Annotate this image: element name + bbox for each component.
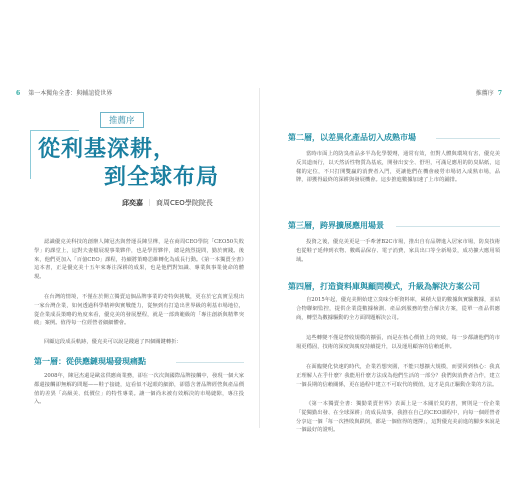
section-rule [176, 362, 244, 363]
author-name: 邱奕嘉 [122, 199, 143, 207]
body-paragraph: 認識優克美科技的創辦人陳冠杰與營運長陳昱樺，是在商周CEO學院「CEO50失敗學」的課堂上，這對夫妻檔展現事業夥伴，也是學習夥伴，總是熱烈提問，勤於實踐。後來，他們更加入「百億CEO」課程，持續將策略思維轉化為成長行動。《第一本獨賣全書》這本書，正是優克美十五年來專注深耕的成果，也是他們對知識、專業與事業使命的體現。 [34, 239, 244, 281]
section-heading-2: 第二層，以差異化產品切入成熟市場 [288, 133, 416, 142]
body-paragraph: 這些轉變不僅是營收規模的擴張，而是在核心價值上的突破，每一步都讓他們的市場更穩固，技術的深度與廣度持續提升，以及運用顧客的信賴延伸。 [296, 335, 500, 350]
body-paragraph: 2008年，陳冠杰還是歐盆供應商業務，卻在一次次與國際品牌接觸中，發現一個大家都還接觸卻無解的問題——鞋子接縫，這看似不起眼的細節，卻隱含著品牌經營與產品價值的差異「高級美、低價位」的特性專業。讓一個尚未被有效解決的市場縫隙，專注投入。 [34, 373, 244, 406]
author-byline: 邱奕嘉 ｜ 商周CEO學院院長 [122, 199, 213, 207]
body-paragraph: 《第一本獨賣全書：獨勤業賣世界》表面上是一本關於臭的書，實則是一份企業「從獨勤出發、在全球深耕」的成長故事，我推在自己的CEO課程中，向每一個經營者分享這一個「每一次挫敗與跌倒，都是一個值得的選擇」，這對優克美前進的腳步來說是一個最好的證明。 [296, 401, 500, 434]
right-page [266, 88, 502, 434]
left-running-head-text: 第一本獨角全書：與輔誼從世界 [28, 90, 113, 97]
body-paragraph: 回顧這段成長軌跡，優克美可以說是踐過了四個關鍵轉折： [44, 339, 182, 345]
title-line-1: 從利基深耕， [38, 136, 177, 162]
section-rule [396, 226, 500, 227]
author-title: 商周CEO學院院長 [156, 199, 213, 207]
body-paragraph: 在台灣的情境，不僅在於開立獨賣這個品牌事業的奇特與挑戰，更在於它真實呈現出一家台灣企業，如何透過科學精神與實戰能力，從無到有打造出世界級的利基市場地位，從企業成長策略的角度來看，優克美的發展歷程，就是一部典範級的「專注創新與精準突破」案例。值得每一位經營者細細體會。 [34, 294, 244, 327]
right-running-head-text: 推薦序 [475, 90, 494, 97]
chapter-title [16, 128, 252, 190]
right-page-number: 7 [497, 90, 502, 97]
title-line-2: 到全球布局 [104, 164, 220, 190]
body-paragraph: 自2015年起，優克美開始建立臭味分析資料庫，累積大量的數據與實驗數據，並結合物聯網監控，提供企業從數據檢測、產品到服務的整合解決方案，從單一產品供應商，轉型為數據驅動的全方面問題解決公司。 [296, 297, 500, 321]
left-page-number: 6 [16, 90, 21, 97]
preface-tag: 推薦序 [100, 112, 144, 128]
body-paragraph: 投資之後，優克美更是一手牽著B2C市場，推出自有品牌進入居家市場，防臭技術也從鞋子延伸到衣物、數碼品保存、電子消費，家具出口等全新場景，成功擴大應用領域。 [296, 239, 500, 263]
section-heading-1: 第一層：從供應鏈現場發現痛點 [34, 357, 146, 366]
body-paragraph: 當時市面上的防臭產品多半為化學製劑，通常有效，但對人體與環境有害，優克美反其道而行，以天然活性物質為基底，開發出安全、舒坦，可滿足應用的防臭貼紙，這樣的定位，不只打開雙贏的消費者入門，更讓他們在機會疲勞市場切入成熟市場，品牌，卻獲得最終的深耕與發展機會。這步推進數據加速了上市的鋪排。 [296, 151, 500, 184]
section-heading-3: 第三層，跨界擴展應用場景 [288, 221, 384, 230]
left-page [16, 88, 252, 428]
section-rule [436, 138, 500, 139]
book-spine [259, 88, 260, 428]
section-heading-4: 第四層，打造資料庫與顧問模式，升級為解決方案公司 [288, 282, 480, 291]
right-running-head [476, 88, 502, 97]
body-paragraph: 在面臨變化快速的時代，企業若想突圍，不能只想擴大規模，而要回到核心：我真正理解人在乎什麼？我能用什麼方法成為他們生活的一部分？我們與消費者合作，建立一個長期的信賴關係，更在過程中建立不可取代的價值，這才是真正驅動企業的方法。 [296, 364, 500, 388]
left-running-head [16, 88, 112, 97]
